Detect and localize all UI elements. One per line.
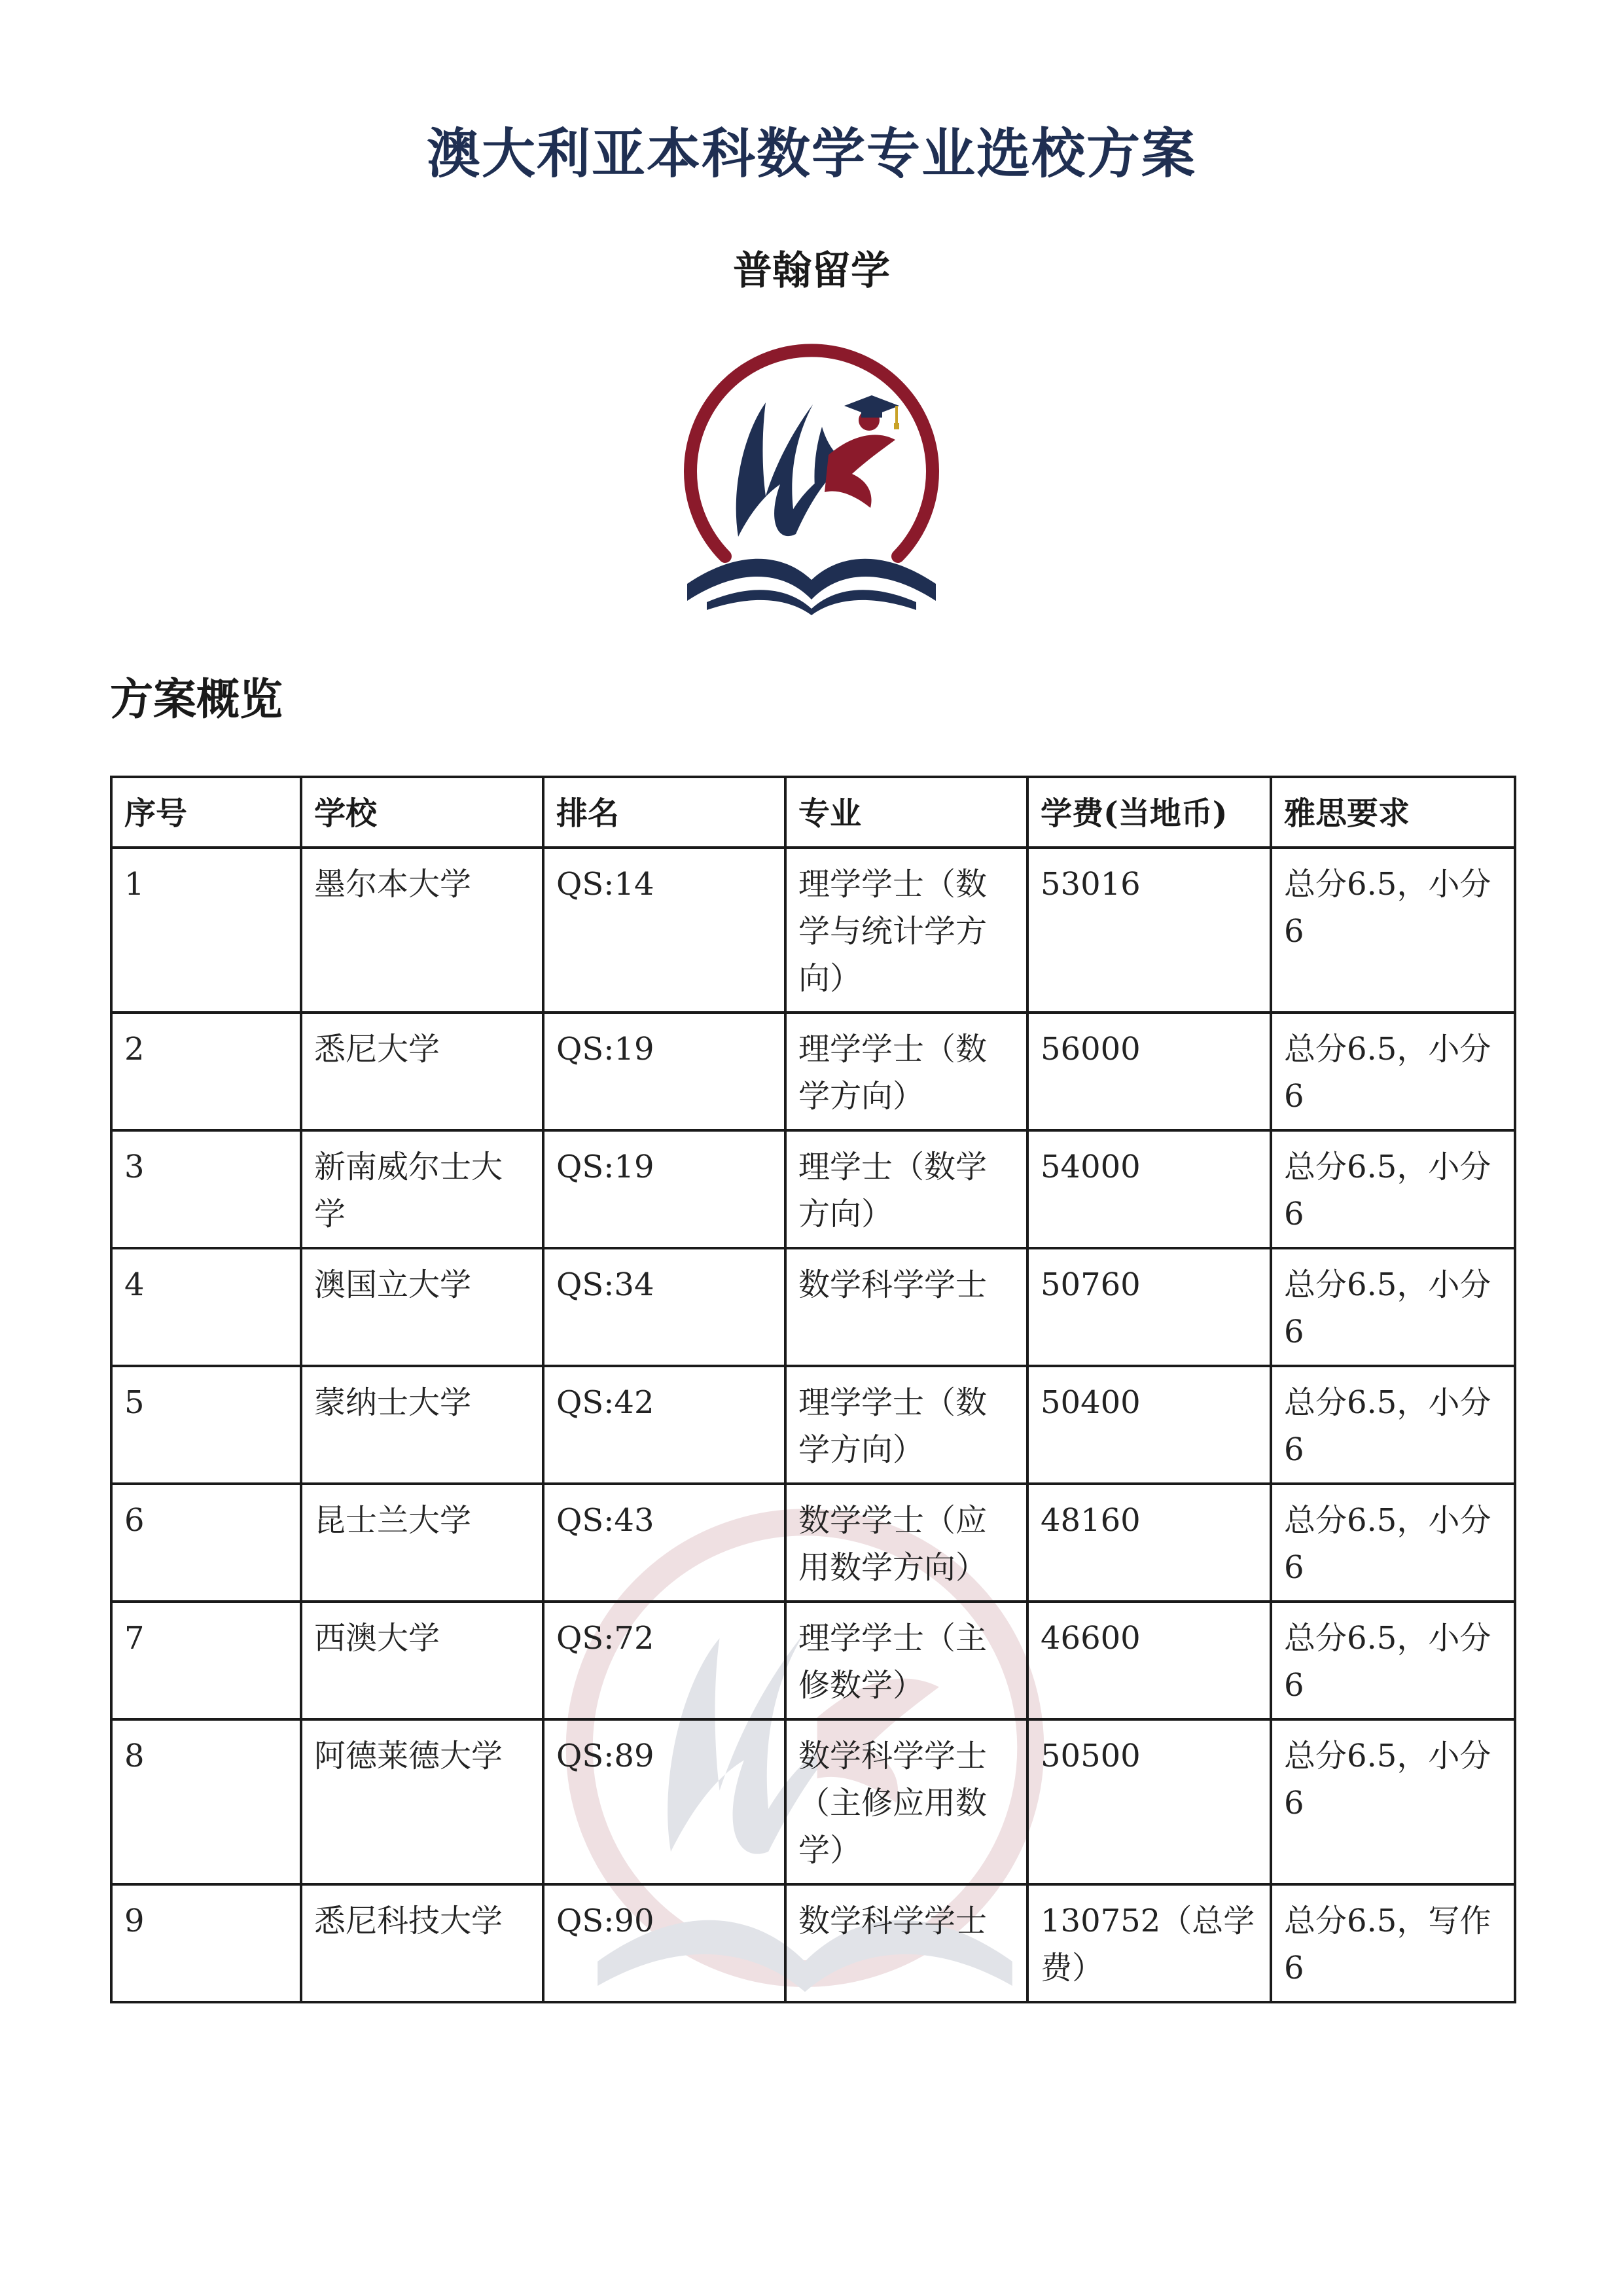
cell-ranking: QS:72 (543, 1602, 785, 1719)
table-row (111, 1130, 1515, 1248)
cell-ielts: 总分6.5，小分6 (1271, 1130, 1515, 1248)
column-header-ielts: 雅思要求 (1271, 777, 1515, 848)
cell-ranking: QS:43 (543, 1484, 785, 1602)
table-row (111, 848, 1515, 1013)
cell-ranking: QS:19 (543, 1130, 785, 1248)
cell-ielts: 总分6.5，小分6 (1271, 1719, 1515, 1884)
cell-major: 理学士（数学方向） (785, 1130, 1027, 1248)
cell-index: 1 (111, 848, 301, 1013)
cell-ielts: 总分6.5，小分6 (1271, 1484, 1515, 1602)
document-title: 澳大利亚本科数学专业选校方案 (426, 122, 1196, 185)
cell-major: 理学学士（主修数学） (785, 1602, 1027, 1719)
cell-major: 数学科学学士 (785, 1884, 1027, 2002)
column-header-school: 学校 (301, 777, 543, 848)
cell-tuition: 56000 (1027, 1013, 1271, 1130)
column-header-ranking: 排名 (543, 777, 785, 848)
cell-index: 9 (111, 1884, 301, 2002)
table-row (111, 1484, 1515, 1602)
cell-ielts: 总分6.5，小分6 (1271, 1602, 1515, 1719)
table-row (111, 1884, 1515, 2002)
cell-index: 7 (111, 1602, 301, 1719)
cell-tuition: 50500 (1027, 1719, 1271, 1884)
cell-index: 6 (111, 1484, 301, 1602)
cell-ranking: QS:19 (543, 1013, 785, 1130)
table-row (111, 1719, 1515, 1884)
cell-tuition: 48160 (1027, 1484, 1271, 1602)
cell-ielts: 总分6.5，写作6 (1271, 1884, 1515, 2002)
cell-major: 理学学士（数学与统计学方向） (785, 848, 1027, 1013)
overview-table (110, 776, 1516, 2003)
cell-school: 新南威尔士大学 (301, 1130, 543, 1248)
cell-school: 阿德莱德大学 (301, 1719, 543, 1884)
cell-ielts: 总分6.5，小分6 (1271, 1366, 1515, 1484)
cell-ranking: QS:34 (543, 1248, 785, 1366)
cell-major: 数学科学学士（主修应用数学） (785, 1719, 1027, 1884)
cell-index: 8 (111, 1719, 301, 1884)
cell-ielts: 总分6.5，小分6 (1271, 1013, 1515, 1130)
logo-icon (668, 340, 955, 615)
cell-school: 悉尼大学 (301, 1013, 543, 1130)
cell-ranking: QS:90 (543, 1884, 785, 2002)
column-header-major: 专业 (785, 777, 1027, 848)
cell-index: 3 (111, 1130, 301, 1248)
cell-school: 澳国立大学 (301, 1248, 543, 1366)
cell-major: 数学科学学士 (785, 1248, 1027, 1366)
section-heading-overview: 方案概览 (110, 673, 283, 725)
cell-tuition: 130752（总学费） (1027, 1884, 1271, 2002)
cell-tuition: 54000 (1027, 1130, 1271, 1248)
cell-ielts: 总分6.5，小分6 (1271, 1248, 1515, 1366)
table-row (111, 1248, 1515, 1366)
cell-ranking: QS:14 (543, 848, 785, 1013)
cell-ranking: QS:42 (543, 1366, 785, 1484)
cell-school: 西澳大学 (301, 1602, 543, 1719)
cell-school: 昆士兰大学 (301, 1484, 543, 1602)
cell-ranking: QS:89 (543, 1719, 785, 1884)
cell-tuition: 46600 (1027, 1602, 1271, 1719)
cell-index: 2 (111, 1013, 301, 1130)
cell-major: 数学学士（应用数学方向） (785, 1484, 1027, 1602)
document-subtitle: 普翰留学 (733, 248, 890, 294)
column-header-index: 序号 (111, 777, 301, 848)
cell-school: 墨尔本大学 (301, 848, 543, 1013)
cell-ielts: 总分6.5，小分6 (1271, 848, 1515, 1013)
cell-index: 4 (111, 1248, 301, 1366)
cell-school: 悉尼科技大学 (301, 1884, 543, 2002)
table-row (111, 1013, 1515, 1130)
cell-school: 蒙纳士大学 (301, 1366, 543, 1484)
cell-major: 理学学士（数学方向） (785, 1366, 1027, 1484)
cell-tuition: 53016 (1027, 848, 1271, 1013)
table-row (111, 1366, 1515, 1484)
cell-index: 5 (111, 1366, 301, 1484)
cell-major: 理学学士（数学方向） (785, 1013, 1027, 1130)
table-row (111, 1602, 1515, 1719)
table-header-row (111, 777, 1515, 848)
cell-tuition: 50760 (1027, 1248, 1271, 1366)
column-header-tuition: 学费(当地币) (1027, 777, 1271, 848)
cell-tuition: 50400 (1027, 1366, 1271, 1484)
